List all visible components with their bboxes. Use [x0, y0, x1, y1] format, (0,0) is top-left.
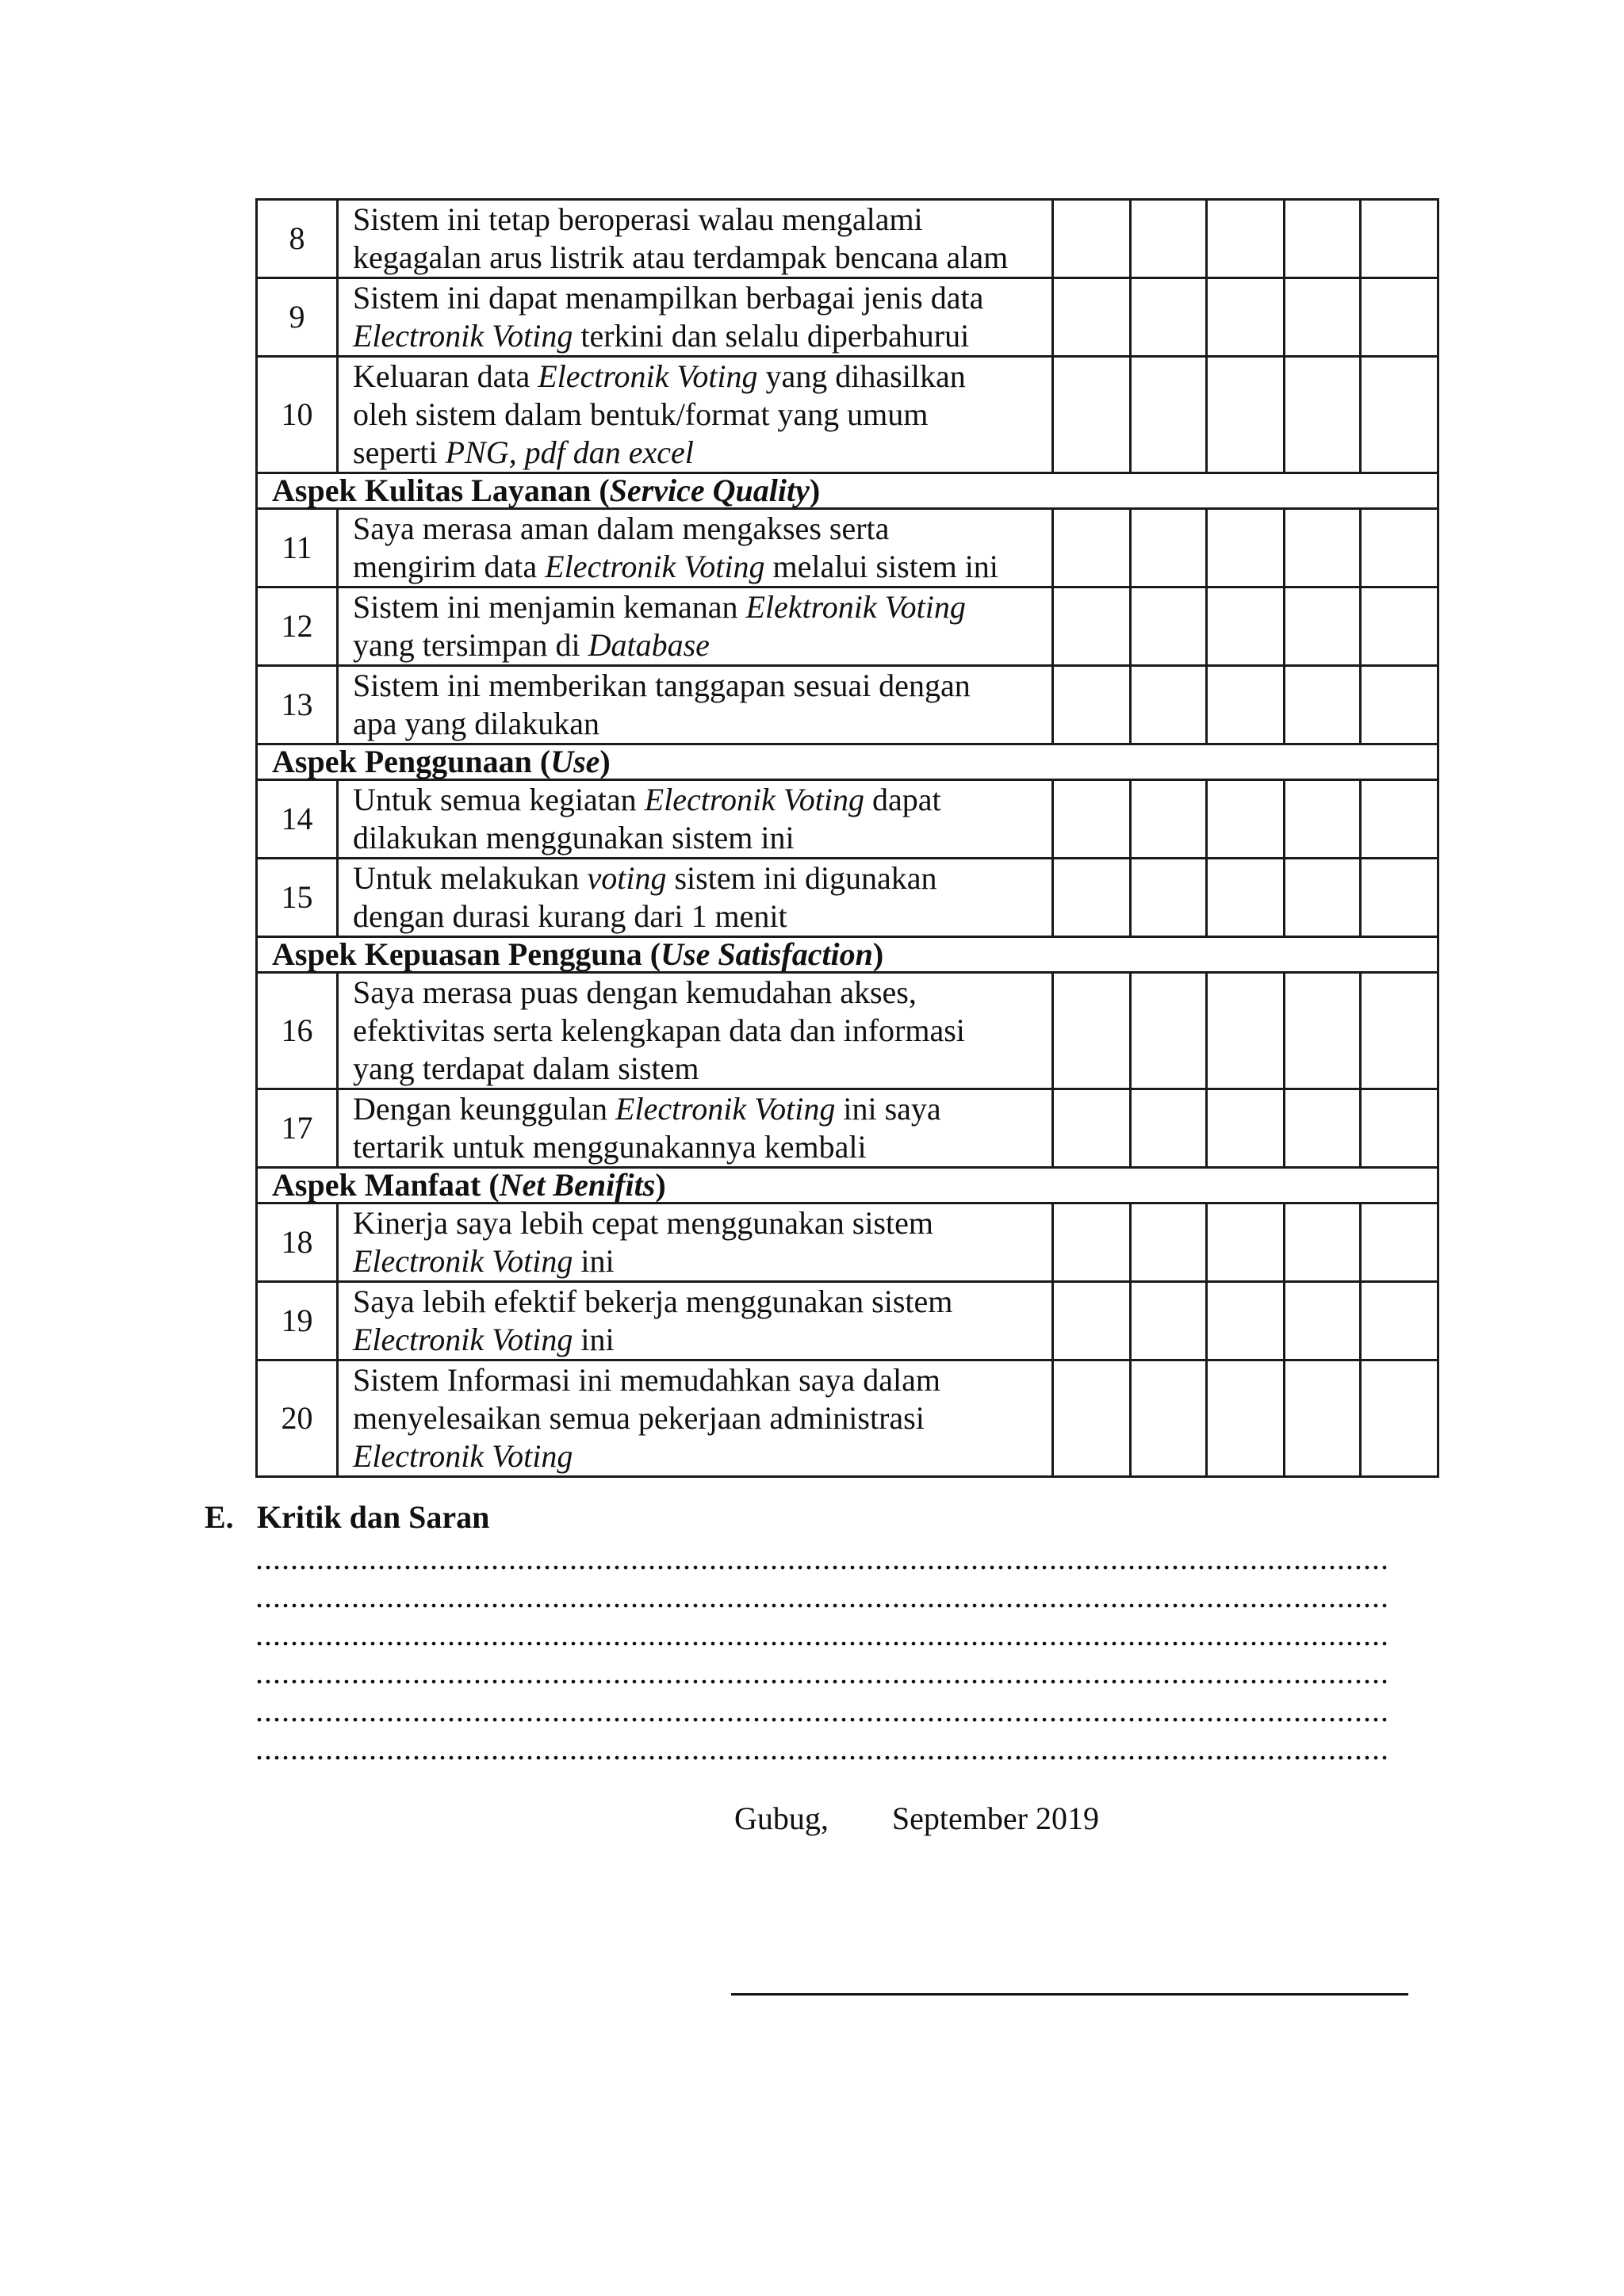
- question-statement: [338, 780, 1053, 859]
- rating-checkbox[interactable]: [1207, 859, 1285, 937]
- question-statement: [338, 1203, 1053, 1282]
- place-date: [734, 1800, 1099, 1837]
- rating-checkbox[interactable]: [1131, 278, 1207, 357]
- aspect-title-segment: ): [655, 1167, 666, 1203]
- rating-checkbox[interactable]: [1131, 859, 1207, 937]
- statement-segment: Electronik Voting: [615, 1091, 836, 1127]
- rating-checkbox[interactable]: [1361, 509, 1438, 587]
- statement-line: [353, 1050, 1044, 1088]
- statement-segment: Electronik Voting: [545, 549, 765, 584]
- rating-checkbox[interactable]: [1285, 1282, 1361, 1360]
- statement-segment: Dengan keunggulan: [353, 1091, 616, 1127]
- rating-checkbox[interactable]: [1053, 1203, 1131, 1282]
- aspect-header-row: [257, 744, 1438, 780]
- question-row: [257, 780, 1438, 859]
- statement-line: [353, 279, 1044, 317]
- rating-checkbox[interactable]: [1285, 509, 1361, 587]
- aspect-title-segment: Aspek Penggunaan (: [272, 744, 551, 779]
- statement-segment: Untuk melakukan: [353, 860, 588, 896]
- statement-segment: dapat: [864, 782, 941, 817]
- rating-checkbox[interactable]: [1131, 509, 1207, 587]
- aspect-title-segment: Aspek Kepuasan Pengguna (: [272, 936, 661, 972]
- aspect-title-segment: Aspek Manfaat (: [272, 1167, 500, 1203]
- statement-line: [353, 1012, 1044, 1050]
- rating-checkbox[interactable]: [1053, 666, 1131, 744]
- rating-checkbox[interactable]: [1285, 587, 1361, 666]
- question-number: 9: [257, 278, 338, 357]
- statement-segment: Database: [588, 627, 710, 663]
- statement-segment: Elektronik Voting: [745, 589, 966, 625]
- question-row: [257, 973, 1438, 1089]
- aspect-title-segment: Service Quality: [609, 473, 810, 508]
- suggestion-line-4[interactable]: ..................................................................................................................................: [255, 1655, 1389, 1690]
- statement-segment: ini: [573, 1322, 615, 1357]
- statement-line: [353, 548, 1044, 586]
- rating-checkbox[interactable]: [1361, 666, 1438, 744]
- date: September 2019: [891, 1800, 1099, 1836]
- statement-segment: ini saya: [835, 1091, 941, 1127]
- statement-segment: Electronik Voting: [538, 358, 758, 394]
- statement-line: [353, 897, 1044, 936]
- rating-checkbox[interactable]: [1285, 357, 1361, 473]
- rating-checkbox[interactable]: [1207, 1089, 1285, 1168]
- question-statement: [338, 357, 1053, 473]
- rating-checkbox[interactable]: [1207, 1282, 1285, 1360]
- statement-segment: melalui sistem ini: [764, 549, 998, 584]
- section-title: Kritik dan Saran: [257, 1499, 490, 1535]
- question-row: [257, 1282, 1438, 1360]
- statement-segment: tertarik untuk menggunakannya kembali: [353, 1129, 867, 1165]
- statement-line: [353, 1399, 1044, 1437]
- statement-line: [353, 317, 1044, 355]
- rating-checkbox[interactable]: [1361, 357, 1438, 473]
- question-row: [257, 509, 1438, 587]
- rating-checkbox[interactable]: [1053, 859, 1131, 937]
- statement-line: [353, 974, 1044, 1012]
- rating-checkbox[interactable]: [1207, 1360, 1285, 1477]
- question-row: [257, 200, 1438, 278]
- rating-checkbox[interactable]: [1361, 200, 1438, 278]
- statement-segment: Sistem Informasi ini memudahkan saya dalam: [353, 1362, 940, 1398]
- statement-segment: yang dihasilkan: [757, 358, 966, 394]
- statement-segment: oleh sistem dalam bentuk/format yang umum: [353, 396, 929, 432]
- question-number: 16: [257, 973, 338, 1089]
- statement-segment: Electronik Voting: [353, 1243, 573, 1279]
- statement-segment: Electronik Voting: [353, 1322, 573, 1357]
- statement-segment: mengirim data: [353, 549, 546, 584]
- statement-segment: yang terdapat dalam sistem: [353, 1050, 699, 1086]
- question-number: 18: [257, 1203, 338, 1282]
- rating-checkbox[interactable]: [1053, 973, 1131, 1089]
- statement-segment: sistem ini digunakan: [666, 860, 937, 896]
- question-row: [257, 357, 1438, 473]
- rating-checkbox[interactable]: [1053, 278, 1131, 357]
- statement-line: [353, 510, 1044, 548]
- rating-checkbox[interactable]: [1131, 200, 1207, 278]
- rating-checkbox[interactable]: [1361, 1089, 1438, 1168]
- section-kritik-saran-heading: [205, 1498, 489, 1536]
- rating-checkbox[interactable]: [1207, 200, 1285, 278]
- rating-checkbox[interactable]: [1285, 1089, 1361, 1168]
- statement-segment: dilakukan menggunakan sistem ini: [353, 820, 795, 855]
- statement-segment: Sistem ini tetap beroperasi walau mengalami: [353, 201, 923, 237]
- statement-segment: Keluaran data: [353, 358, 538, 394]
- aspect-title-segment: ): [872, 936, 884, 972]
- suggestion-line-6[interactable]: ..................................................................................................................................: [255, 1731, 1389, 1766]
- rating-checkbox[interactable]: [1285, 973, 1361, 1089]
- rating-checkbox[interactable]: [1207, 278, 1285, 357]
- aspect-title: [257, 744, 1438, 780]
- question-number: 19: [257, 1282, 338, 1360]
- aspect-title-segment: Use Satisfaction: [661, 936, 873, 972]
- statement-line: [353, 819, 1044, 857]
- statement-line: [353, 358, 1044, 396]
- statement-line: [353, 1204, 1044, 1242]
- question-number: 11: [257, 509, 338, 587]
- questionnaire-table: [255, 198, 1439, 1478]
- aspect-header-row: [257, 1168, 1438, 1203]
- statement-segment: menyelesaikan semua pekerjaan administrasi: [353, 1400, 925, 1436]
- statement-line: [353, 1128, 1044, 1166]
- statement-line: [353, 1242, 1044, 1280]
- rating-checkbox[interactable]: [1285, 666, 1361, 744]
- rating-checkbox[interactable]: [1053, 357, 1131, 473]
- question-statement: [338, 1360, 1053, 1477]
- rating-checkbox[interactable]: [1207, 1203, 1285, 1282]
- statement-segment: Untuk semua kegiatan: [353, 782, 645, 817]
- statement-line: [353, 434, 1044, 472]
- rating-checkbox[interactable]: [1053, 1282, 1131, 1360]
- rating-checkbox[interactable]: [1285, 278, 1361, 357]
- question-statement: [338, 1282, 1053, 1360]
- statement-segment: Sistem ini dapat menampilkan berbagai jenis data: [353, 280, 984, 316]
- statement-segment: efektivitas serta kelengkapan data dan informasi: [353, 1012, 965, 1048]
- rating-checkbox[interactable]: [1131, 1089, 1207, 1168]
- statement-segment: kegagalan arus listrik atau terdampak bencana alam: [353, 239, 1009, 275]
- aspect-title-segment: ): [599, 744, 611, 779]
- place: Gubug,: [734, 1800, 829, 1836]
- aspect-header-row: [257, 473, 1438, 509]
- rating-checkbox[interactable]: [1131, 1282, 1207, 1360]
- statement-segment: yang tersimpan di: [353, 627, 588, 663]
- statement-segment: Saya merasa aman dalam mengakses serta: [353, 511, 890, 546]
- question-statement: [338, 509, 1053, 587]
- question-statement: [338, 200, 1053, 278]
- rating-checkbox[interactable]: [1361, 278, 1438, 357]
- rating-checkbox[interactable]: [1131, 587, 1207, 666]
- statement-segment: terkini dan selalu diperbahurui: [573, 318, 970, 354]
- rating-checkbox[interactable]: [1207, 587, 1285, 666]
- aspect-title: [257, 473, 1438, 509]
- question-number: 17: [257, 1089, 338, 1168]
- rating-checkbox[interactable]: [1207, 973, 1285, 1089]
- rating-checkbox[interactable]: [1361, 1282, 1438, 1360]
- question-statement: [338, 859, 1053, 937]
- rating-checkbox[interactable]: [1131, 666, 1207, 744]
- aspect-header-row: [257, 937, 1438, 973]
- statement-line: [353, 1283, 1044, 1321]
- statement-line: [353, 705, 1044, 743]
- statement-line: [353, 667, 1044, 705]
- question-number: 10: [257, 357, 338, 473]
- statement-line: [353, 201, 1044, 239]
- rating-checkbox[interactable]: [1131, 357, 1207, 473]
- statement-segment: seperti: [353, 434, 446, 470]
- question-row: [257, 859, 1438, 937]
- rating-checkbox[interactable]: [1285, 1360, 1361, 1477]
- statement-line: [353, 781, 1044, 819]
- rating-checkbox[interactable]: [1131, 1203, 1207, 1282]
- suggestion-line-1[interactable]: ..................................................................................................................................: [255, 1540, 1389, 1576]
- statement-line: [353, 1361, 1044, 1399]
- statement-segment: PNG, pdf dan excel: [445, 434, 694, 470]
- rating-checkbox[interactable]: [1053, 509, 1131, 587]
- question-row: [257, 587, 1438, 666]
- question-row: [257, 278, 1438, 357]
- rating-checkbox[interactable]: [1207, 666, 1285, 744]
- statement-segment: Sistem ini memberikan tanggapan sesuai dengan: [353, 668, 971, 703]
- aspect-title-segment: Use: [550, 744, 600, 779]
- statement-segment: apa yang dilakukan: [353, 706, 599, 741]
- rating-checkbox[interactable]: [1361, 973, 1438, 1089]
- question-number: 12: [257, 587, 338, 666]
- aspect-title-segment: ): [809, 473, 821, 508]
- rating-checkbox[interactable]: [1285, 1203, 1361, 1282]
- question-number: 20: [257, 1360, 338, 1477]
- rating-checkbox[interactable]: [1131, 973, 1207, 1089]
- rating-checkbox[interactable]: [1361, 1360, 1438, 1477]
- rating-checkbox[interactable]: [1053, 780, 1131, 859]
- rating-checkbox[interactable]: [1285, 200, 1361, 278]
- suggestion-line-3[interactable]: ..................................................................................................................................: [255, 1617, 1389, 1652]
- statement-line: [353, 1437, 1044, 1475]
- aspect-title: [257, 937, 1438, 973]
- question-row: [257, 1203, 1438, 1282]
- statement-segment: Electronik Voting: [353, 318, 573, 354]
- question-statement: [338, 587, 1053, 666]
- question-row: [257, 1360, 1438, 1477]
- suggestion-line-5[interactable]: ..................................................................................................................................: [255, 1693, 1389, 1728]
- rating-checkbox[interactable]: [1361, 587, 1438, 666]
- question-number: 8: [257, 200, 338, 278]
- rating-checkbox[interactable]: [1053, 1360, 1131, 1477]
- statement-line: [353, 859, 1044, 897]
- question-number: 13: [257, 666, 338, 744]
- statement-segment: Electronik Voting: [353, 1438, 573, 1474]
- statement-line: [353, 588, 1044, 626]
- rating-checkbox[interactable]: [1207, 509, 1285, 587]
- rating-checkbox[interactable]: [1207, 780, 1285, 859]
- statement-segment: dengan durasi kurang dari 1 menit: [353, 898, 787, 934]
- statement-segment: Saya lebih efektif bekerja menggunakan sistem: [353, 1284, 953, 1319]
- statement-segment: voting: [587, 860, 667, 896]
- statement-line: [353, 1090, 1044, 1128]
- rating-checkbox[interactable]: [1131, 1360, 1207, 1477]
- rating-checkbox[interactable]: [1361, 859, 1438, 937]
- aspect-title: [257, 1168, 1438, 1203]
- statement-segment: Sistem ini menjamin kemanan: [353, 589, 746, 625]
- suggestion-line-2[interactable]: ..................................................................................................................................: [255, 1578, 1389, 1614]
- rating-checkbox[interactable]: [1285, 780, 1361, 859]
- aspect-title-segment: Aspek Kulitas Layanan (: [272, 473, 610, 508]
- aspect-title-segment: Net Benifits: [499, 1167, 656, 1203]
- signature-line: [731, 1993, 1408, 1996]
- question-number: 15: [257, 859, 338, 937]
- question-row: [257, 666, 1438, 744]
- statement-line: [353, 626, 1044, 664]
- section-letter: E.: [205, 1499, 234, 1535]
- rating-checkbox[interactable]: [1053, 587, 1131, 666]
- statement-segment: Kinerja saya lebih cepat menggunakan sistem: [353, 1205, 933, 1241]
- rating-checkbox[interactable]: [1131, 780, 1207, 859]
- statement-segment: Saya merasa puas dengan kemudahan akses,: [353, 974, 917, 1010]
- question-statement: [338, 666, 1053, 744]
- statement-segment: Electronik Voting: [644, 782, 865, 817]
- rating-checkbox[interactable]: [1207, 357, 1285, 473]
- statement-line: [353, 1321, 1044, 1359]
- rating-checkbox[interactable]: [1361, 1203, 1438, 1282]
- statement-line: [353, 239, 1044, 277]
- question-statement: [338, 973, 1053, 1089]
- rating-checkbox[interactable]: [1361, 780, 1438, 859]
- statement-line: [353, 396, 1044, 434]
- rating-checkbox[interactable]: [1053, 200, 1131, 278]
- statement-segment: ini: [573, 1243, 615, 1279]
- question-number: 14: [257, 780, 338, 859]
- rating-checkbox[interactable]: [1285, 859, 1361, 937]
- question-row: [257, 1089, 1438, 1168]
- question-statement: [338, 1089, 1053, 1168]
- question-statement: [338, 278, 1053, 357]
- rating-checkbox[interactable]: [1053, 1089, 1131, 1168]
